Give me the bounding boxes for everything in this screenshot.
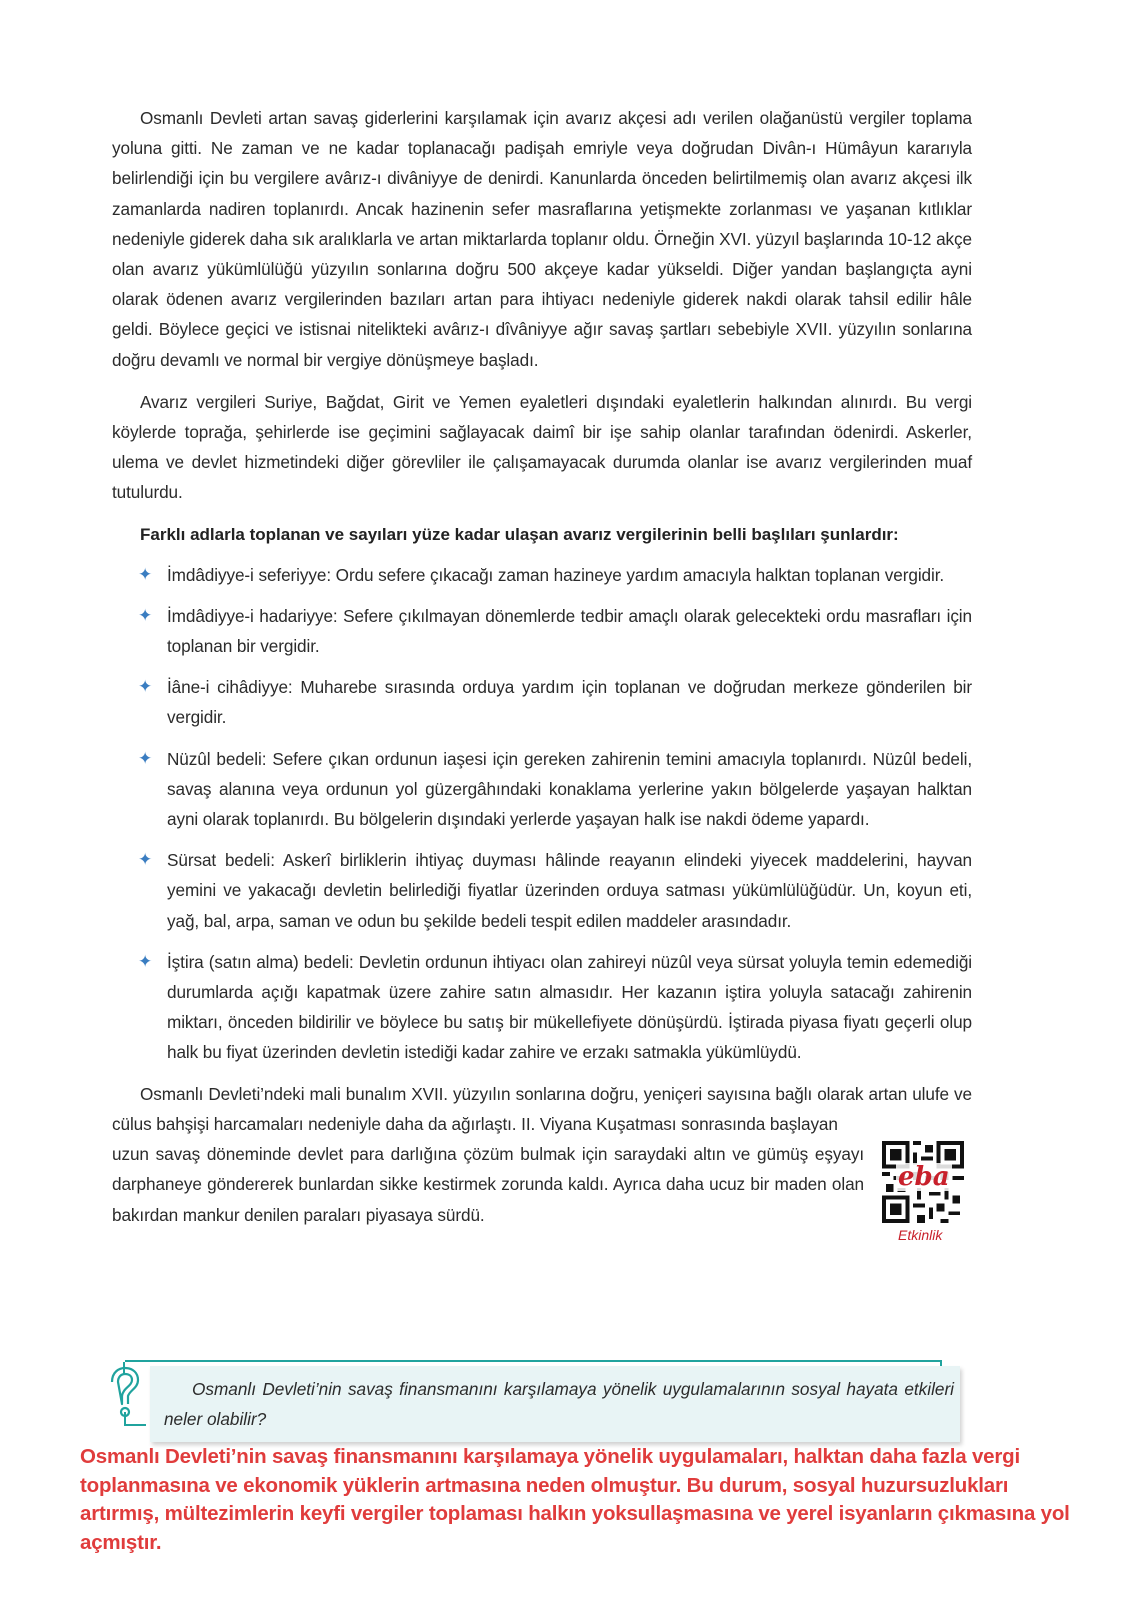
list-item: ✦ İştira (satın alma) bedeli: Devletin ordunun ihtiyacı olan zahireyi nüzûl veya sürsat yoluyla temin edemediği durumlarda açığı kapatmak üzere zahire satın almasıdır. Her kazanın iştira yoluyla satacağı zahirenin miktarı, önceden bildirilir ve böylece bu satış bir mükellefiyete dönüşürdü. İştirada piyasa fiyatı geçerli olup halk bu fiyat üzerinden devletin istediği kadar zahire ve erzakı satmakla yükümlüydü. xyxy=(112,947,972,1068)
paragraph-financial-crisis-bottom: uzun savaş döneminde devlet para darlığına çözüm bulmak için saraydaki altın ve gümüş eşyayı darphaneye göndererek bunlardan sikke kestirmek zorunda kaldı. Ayrıca daha ucuz bir maden olan bakırdan mankur denilen paraları piyasaya sürdü. xyxy=(112,1144,864,1225)
eba-qr-code[interactable] xyxy=(882,1141,964,1223)
eba-logo: eba xyxy=(898,1161,950,1192)
diamond-bullet-icon: ✦ xyxy=(138,951,153,971)
diamond-bullet-icon: ✦ xyxy=(138,564,153,584)
diamond-bullet-icon: ✦ xyxy=(138,605,153,625)
list-lead-heading: Farklı adlarla toplanan ve sayıları yüze kadar ulaşan avarız vergilerinin belli başlıları şunlardır: xyxy=(140,524,899,544)
list-item: ✦ Sürsat bedeli: Askerî birliklerin ihtiyaç duyması hâlinde reayanın elindeki yiyecek maddelerini, hayvan yemini ve yakacağı devletin belirlediği fiyatlar üzerinden orduya satması yükümlülüğüdür. Un, koyun eti, yağ, bal, arpa, saman ve odun bu şekilde bedeli tespit edilen maddeler arasındadır. xyxy=(112,845,972,936)
list-item: ✦ İâne-i cihâdiyye: Muharebe sırasında orduya yardım için toplanan ve doğrudan merkeze gönderilen bir vergidir. xyxy=(112,672,972,732)
etkinlik-label[interactable]: Etkinlik xyxy=(898,1226,943,1243)
diamond-bullet-icon: ✦ xyxy=(138,850,153,870)
diamond-bullet-icon: ✦ xyxy=(138,677,153,697)
list-item: ✦ İmdâdiyye-i hadariyye: Sefere çıkılmayan dönemlerde tedbir amaçlı olarak gelecekteki ordu masrafları için toplanan bir vergidir. xyxy=(112,601,972,661)
diamond-bullet-icon: ✦ xyxy=(138,748,153,768)
list-item: ✦ Nüzûl bedeli: Sefere çıkan ordunun iaşesi için gereken zahirenin temini amacıyla toplanırdı. Nüzûl bedeli, savaş alanına veya ordunun yol güzergâhındaki konaklama yerlerine yakın bölgelerde yaşayan halktan ayni olarak toplanırdı. Bu bölgelerin dışındaki yerlerde yaşayan halk ise nakdi ödeme yapardı. xyxy=(112,744,972,835)
question-text: Osmanlı Devleti’nin savaş finansmanını karşılamaya yönelik uygulamalarının sosyal hayata etkileri neler olabilir? xyxy=(164,1379,954,1429)
paragraph-avariz-intro: Osmanlı Devleti artan savaş giderlerini karşılamak için avarız akçesi adı verilen olağanüstü vergiler toplama yoluna gitti. Ne zaman ve ne kadar toplanacağı padişah emriyle veya doğrudan Divân-ı Hümâyun kararıyla belirlendiği için bu vergilere avârız-ı divâniyye de denirdi. Kanunlarda önceden belirtilmemiş olan avarız akçesi ilk zamanlarda nadiren toplanırdı. Ancak hazinenin sefer masraflarına yetişmekte zorlanması ve yaşanan kıtlıklar nedeniyle giderek daha sık aralıklarla ve artan miktarlarda toplanır oldu. Örneğin XVI. yüzyıl başlarında 10-12 akçe olan avarız yükümlülüğü yüzyılın sonlarına doğru 500 akçeye kadar yükseldi. Diğer yandan başlangıçta ayni olarak ödenen avarız vergilerinden bazıları artan para ihtiyacı nedeniyle giderek nakdi olarak tahsil edilir hâle geldi. Böylece geçici ve istisnai nitelikteki avârız-ı dîvâniyye ağır savaş şartları sebebiyle XVII. yüzyılın sonlarına doğru devamlı ve normal bir vergiye dönüşmeye başladı. xyxy=(112,108,972,370)
question-box-bracket-foot xyxy=(124,1424,146,1426)
answer-text: Osmanlı Devleti’nin savaş finansmanını karşılamaya yönelik uygulamaları, halktan daha fazla vergi toplanmasına ve ekonomik yüklerin artmasına neden olmuştur. Bu durum, sosyal huzursuzlukları artırmış, mültezimlerin keyfi vergiler toplaması halkın yoksullaşmasına ve yerel isyanların çıkmasına yol açmıştır. xyxy=(80,1445,1070,1554)
paragraph-avariz-collection: Avarız vergileri Suriye, Bağdat, Girit ve Yemen eyaletleri dışındaki eyaletlerin halkından alınırdı. Bu vergi köylerde toprağa, şehirlerde ise geçimini sağlayacak daimî bir işe sahip olanlar tarafından ödenirdi. Askerler, ulema ve devlet hizmetindeki diğer görevliler ile çalışamayacak durumda olanlar ise avarız vergilerinden muaf tutulurdu. xyxy=(112,391,972,503)
closing-section xyxy=(112,1079,972,1243)
paragraph-financial-crisis-top: Osmanlı Devleti’ndeki mali bunalım XVII. yüzyılın sonlarına doğru, yeniçeri sayısına bağlı olarak artan ulufe ve cülus bahşişi harcamaları nedeniyle daha da ağırlaştı. II. Viyana Kuşatması sonrasında başlayan xyxy=(112,1083,972,1134)
tax-list xyxy=(112,560,972,1068)
page-body xyxy=(112,103,972,1243)
list-item: ✦ İmdâdiyye-i seferiyye: Ordu sefere çıkacağı zaman hazineye yardım amacıyla halktan toplanan vergidir. xyxy=(112,560,972,590)
question-box xyxy=(150,1366,960,1442)
